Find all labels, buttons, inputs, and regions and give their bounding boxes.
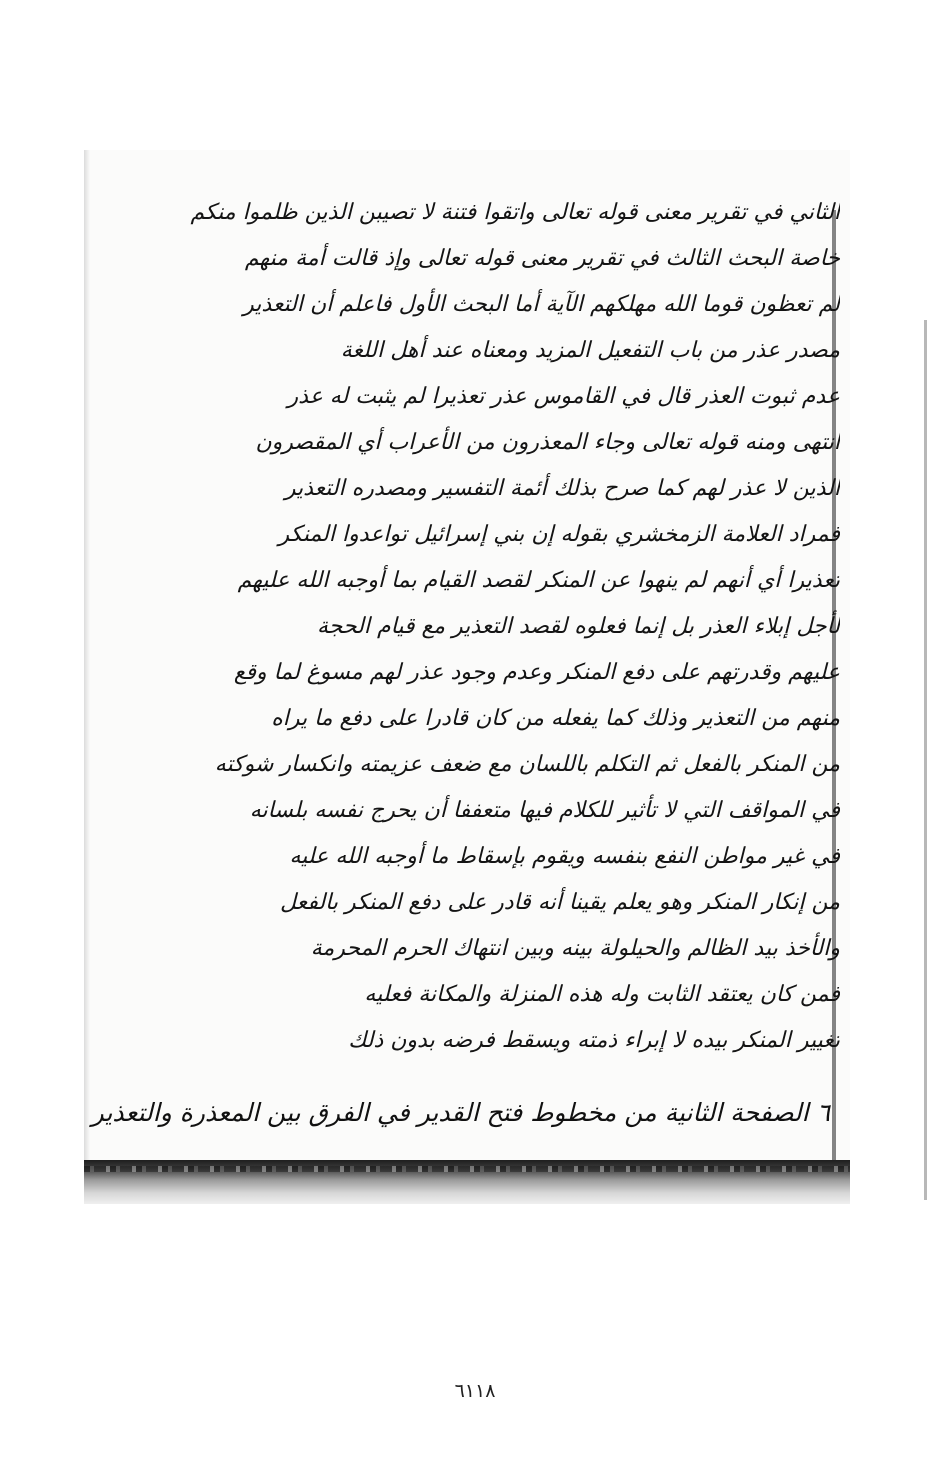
manuscript-text [150,190,840,1060]
page-number: ٦١١٨ [454,1380,496,1402]
caption-text: الصفحة الثانية من مخطوط فتح القدير في الفرق بين المعذرة والتعذير [91,1098,809,1127]
manuscript-line: من المنكر بالفعل ثم التكلم باللسان مع ضعف عزيمته وانكسار شوكته [214,752,840,777]
manuscript-line: مصدر عذر من باب التفعيل المزيد ومعناه عند أهل اللغة [340,338,840,363]
manuscript-line: تغيير المنكر بيده لا إبراء ذمته ويسقط فرضه بدون ذلك [348,1028,840,1053]
manuscript-line: في غير مواطن النفع بنفسه ويقوم بإسقاط ما أوجبه الله عليه [289,844,840,869]
manuscript-line: تعذيرا أي أنهم لم ينهوا عن المنكر لقصد القيام بما أوجبه الله عليهم [237,568,840,593]
manuscript-line: منهم من التعذير وذلك كما يفعله من كان قادرا على دفع ما يراه [271,706,840,731]
manuscript-line: فمن كان يعتقد الثابت وله هذه المنزلة والمكانة فعليه [364,982,840,1007]
manuscript-line: والأخذ بيد الظالم والحيلولة بينه وبين انتهاك الحرم المحرمة [310,936,840,961]
scan-edge-line [924,320,927,1200]
manuscript-line: الذين لا عذر لهم كما صرح بذلك أئمة التفسير ومصدره التعذير [284,476,840,501]
manuscript-line: خاصة البحث الثالث في تقرير معنى قوله تعالى وإذ قالت أمة منهم [244,246,840,271]
manuscript-line: عدم ثبوت العذر قال في القاموس عذر تعذيرا لم يثبت له عذر [287,384,840,409]
manuscript-line: الثاني في تقرير معنى قوله تعالى واتقوا فتنة لا تصيبن الذين ظلموا منكم [190,200,840,225]
manuscript-line: لأجل إبلاء العذر بل إنما فعلوه لقصد التعذير مع قيام الحجة [317,614,840,639]
scan-left-shadow [84,150,90,1200]
manuscript-line: في المواقف التي لا تأثير للكلام فيها متعففا أن يحرج نفسه بلسانه [249,798,840,823]
manuscript-line: فمراد العلامة الزمخشري بقوله إن بني إسرائيل تواعدوا المنكر [278,522,840,547]
scan-bottom-edge [84,1160,850,1204]
manuscript-line: عليهم وقدرتهم على دفع المنكر وعدم وجود عذر لهم مسوغ لما وقع [233,660,840,685]
figure-caption [91,1090,830,1136]
manuscript-line: من إنكار المنكر وهو يعلم يقينا أنه قادر على دفع المنكر بالفعل [280,890,840,915]
manuscript-line: انتهى ومنه قوله تعالى وجاء المعذرون من الأعراب أي المقصرون [255,430,840,455]
manuscript-line: لم تعظون قوما الله مهلكهم الآية أما البحث الأول فاعلم أن التعذير [243,292,840,317]
caption-number: ٦ [816,1098,830,1127]
